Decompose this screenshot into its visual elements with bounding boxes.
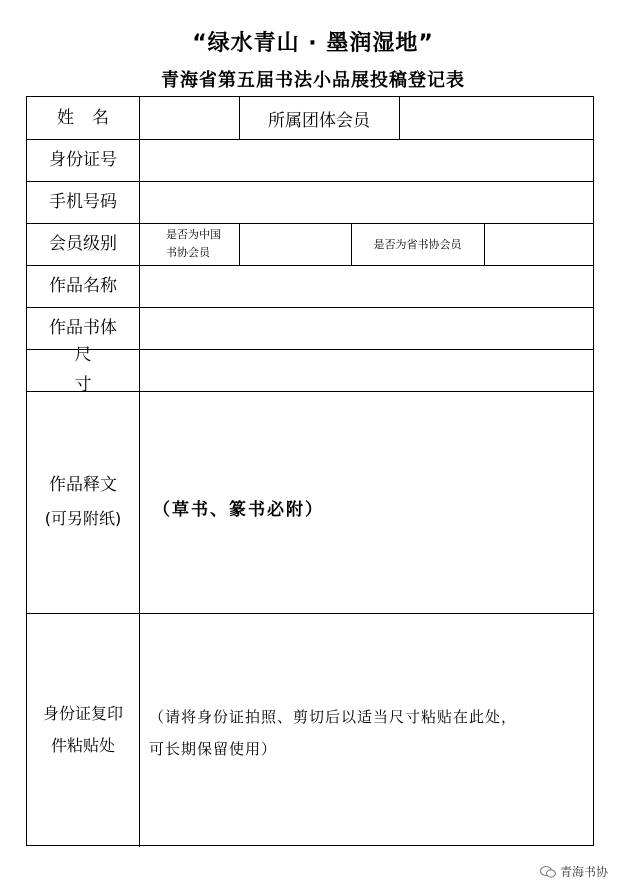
id-copy-label-line1: 身份证复印 xyxy=(42,704,123,723)
watermark xyxy=(540,863,608,880)
province-member-field[interactable] xyxy=(485,224,593,264)
name-field[interactable] xyxy=(140,98,238,138)
name-label: 姓名 xyxy=(57,108,127,128)
id-copy-note-line1: （请将身份证拍照、剪切后以适当尺寸粘贴在此处， xyxy=(149,708,518,726)
china-member-question-line2: 书协会员 xyxy=(166,246,210,259)
id-number-field[interactable] xyxy=(140,140,593,180)
province-member-question: 是否为省书协会员 xyxy=(373,238,462,251)
china-member-field[interactable] xyxy=(240,224,350,264)
interpretation-label-line2: (可另附纸) xyxy=(44,509,122,528)
interpretation-note: （草书、篆书必附） xyxy=(153,500,324,520)
group-member-field[interactable] xyxy=(400,98,593,138)
member-level-label: 会员级别 xyxy=(49,234,117,254)
work-style-label: 作品书体 xyxy=(49,318,117,338)
document-title: “绿水青山 · 墨润湿地” xyxy=(192,31,434,56)
phone-label: 手机号码 xyxy=(49,192,117,212)
interpretation-label-line1: 作品释文 xyxy=(49,475,117,495)
id-number-label: 身份证号 xyxy=(49,150,117,170)
phone-field[interactable] xyxy=(140,182,593,222)
id-copy-label xyxy=(27,613,139,847)
china-member-question xyxy=(140,223,239,265)
registration-form-table xyxy=(26,96,594,846)
china-member-question-line1: 是否为中国 xyxy=(166,228,221,241)
group-member-label: 所属团体会员 xyxy=(268,110,370,131)
watermark-text: 青海书协 xyxy=(559,865,608,879)
size-field[interactable] xyxy=(140,350,593,390)
id-copy-label-line2: 件粘贴处 xyxy=(50,736,115,755)
work-style-field[interactable] xyxy=(140,308,593,348)
id-copy-note-line2: 可长期保留使用） xyxy=(149,740,278,758)
work-name-label: 作品名称 xyxy=(49,276,117,296)
interpretation-label xyxy=(27,391,139,613)
id-copy-note xyxy=(149,701,517,765)
document-subtitle: 青海省第五届书法小品展投稿登记表 xyxy=(161,70,465,91)
size-label: 尺寸 xyxy=(74,345,122,395)
wechat-icon xyxy=(540,866,556,878)
work-name-field[interactable] xyxy=(140,266,593,306)
